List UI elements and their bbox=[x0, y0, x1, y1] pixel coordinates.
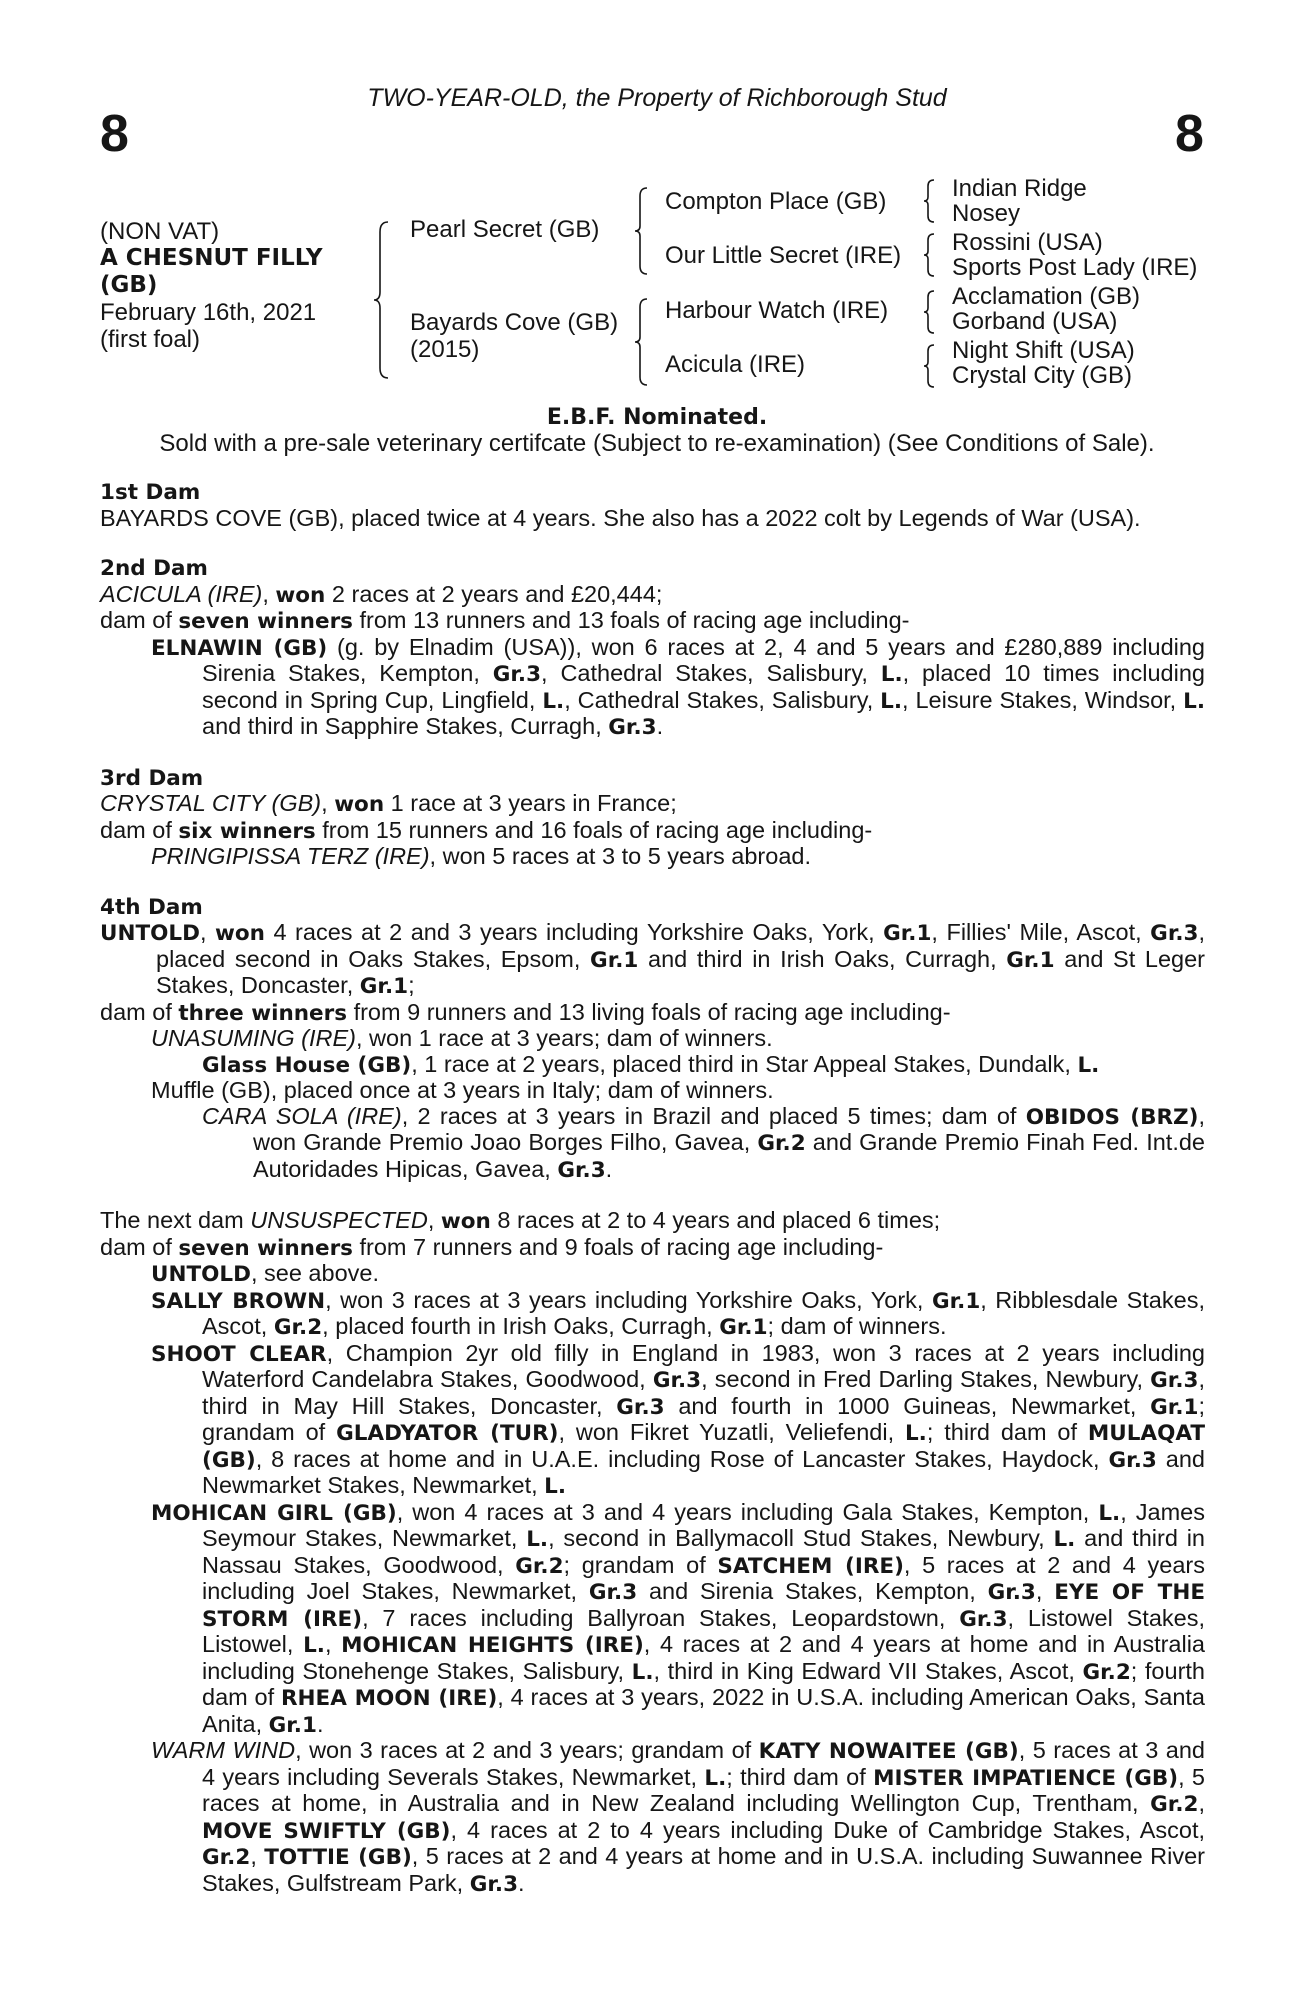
brace-dam bbox=[633, 297, 649, 387]
dam: Bayards Cove (GB) bbox=[410, 309, 619, 336]
next-dam-produce-shoot: SHOOT CLEAR, Champion 2yr old filly in England in 1983, won 3 races at 2 years including Waterford Candelabra Stakes, Goodwood, Gr.3, second in Fred Darling Stakes, Newbury, Gr.3, third in May Hill Stakes, Doncaster, Gr.3 and fourth in 1000 Guineas, Newmarket, Gr.1; grandam of GLADYATOR (TUR), won Fikret Yuzatli, Veliefendi, L.; third dam of MULAQAT (GB), 8 races at home and in U.A.E. including Rose of Lancaster Stakes, Haydock, Gr.3 and Newmarket Stakes, Newmarket, L. bbox=[151, 1339, 1205, 1499]
next-dam-produce-summary: dam of seven winners from 7 runners and 9 foals of racing age including- bbox=[100, 1233, 884, 1261]
dam1-title: 1st Dam bbox=[100, 480, 201, 505]
dam1-section bbox=[100, 480, 1205, 531]
dam2-name: ACICULA (IRE) bbox=[100, 580, 263, 607]
g6: Gorband (USA) bbox=[952, 308, 1118, 335]
g7: Night Shift (USA) bbox=[952, 337, 1135, 364]
foaling-date: February 16th, 2021 bbox=[100, 299, 317, 326]
next-dam-produce-untold: UNTOLD, see above. bbox=[151, 1260, 379, 1287]
dam4-record: UNTOLD, won 4 races at 2 and 3 years including Yorkshire Oaks, York, Gr.1, Fillies' Mile, Ascot, Gr.3, placed second in Oaks Stakes, Epsom, Gr.1 and third in Irish Oaks, Curragh, Gr.1 and St Leger Stakes, Doncaster, Gr.1; bbox=[100, 919, 1206, 999]
next-dam-record: The next dam UNSUSPECTED, won 8 races at 2 to 4 years and placed 6 times; bbox=[100, 1207, 941, 1234]
g3: Rossini (USA) bbox=[952, 229, 1103, 256]
dam2-record: ACICULA (IRE), won 2 races at 2 years and £20,444; bbox=[100, 580, 663, 608]
brace-g2 bbox=[922, 232, 936, 278]
foal-note: (first foal) bbox=[100, 326, 201, 353]
dam4-section bbox=[100, 895, 1205, 1184]
sire-sire: Compton Place (GB) bbox=[665, 188, 887, 215]
brace-sire bbox=[633, 186, 649, 276]
dam3-produce-1: PRINGIPISSA TERZ (IRE), won 5 races at 3 to 5 years abroad. bbox=[151, 843, 811, 869]
next-dam-produce-warm: WARM WIND, won 3 races at 2 and 3 years; grandam of KATY NOWAITEE (GB), 5 races at 3 and 4 years including Severals Stakes, Newmarket, L.; third dam of MISTER IMPATIENCE (GB), 5 races at home, in Australia and in New Zealand including Wellington Cup, Trentham, Gr.2, MOVE SWIFTLY (GB), 4 races at 2 to 4 years including Duke of Cambridge Stakes, Ascot, Gr.2, TOTTIE (GB), 5 races at 2 and 4 years at home and in U.S.A. including Suwannee River Stakes, Gulfstream Park, Gr.3. bbox=[151, 1737, 1205, 1897]
dam3-section bbox=[100, 766, 1205, 870]
subject-name: A CHESNUT FILLY bbox=[100, 245, 323, 271]
dam-sire: Harbour Watch (IRE) bbox=[665, 297, 889, 324]
dam2-title: 2nd Dam bbox=[100, 556, 208, 581]
subject-block bbox=[100, 218, 323, 353]
dam3-record: CRYSTAL CITY (GB), won 1 race at 3 years in France; bbox=[100, 790, 677, 817]
catalogue-body bbox=[100, 480, 1205, 1922]
dam-dam: Acicula (IRE) bbox=[665, 351, 806, 378]
lot-number-right: 8 bbox=[1175, 105, 1204, 163]
sire: Pearl Secret (GB) bbox=[410, 216, 600, 243]
subject-country: (GB) bbox=[100, 272, 158, 298]
g2: Nosey bbox=[952, 200, 1021, 227]
vet-note: Sold with a pre-sale veterinary certifcate (Subject to re-examination) (See Conditions of Sale). bbox=[159, 430, 1155, 457]
dam1-text: BAYARDS COVE (GB), placed twice at 4 years. She also has a 2022 colt by Legends of War (USA). bbox=[100, 504, 1141, 531]
dam4-produce-1: UNASUMING (IRE), won 1 race at 3 years; dam of winners. bbox=[151, 1025, 773, 1051]
next-dam-produce-mohican: MOHICAN GIRL (GB), won 4 races at 3 and 4 years including Gala Stakes, Kempton, L., James Seymour Stakes, Newmarket, L., second in Ballymacoll Stud Stakes, Newbury, L. and third in Nassau Stakes, Goodwood, Gr.2; grandam of SATCHEM (IRE), 5 races at 2 and 4 years including Joel Stakes, Newmarket, Gr.3 and Sirenia Stakes, Kempton, Gr.3, EYE OF THE STORM (IRE), 7 races including Ballyroan Stakes, Leopardstown, Gr.3, Listowel Stakes, Listowel, L., MOHICAN HEIGHTS (IRE), 4 races at 2 and 4 years at home and in Australia including Stonehenge Stakes, Salisbury, L., third in King Edward VII Stakes, Ascot, Gr.2; fourth dam of RHEA MOON (IRE), 4 races at 3 years, 2022 in U.S.A. including American Oaks, Santa Anita, Gr.1. bbox=[151, 1498, 1206, 1738]
g8: Crystal City (GB) bbox=[952, 362, 1132, 389]
next-dam-produce-sally: SALLY BROWN, won 3 races at 3 years including Yorkshire Oaks, York, Gr.1, Ribblesdale Stakes, Ascot, Gr.2, placed fourth in Irish Oaks, Curragh, Gr.1; dam of winners. bbox=[151, 1286, 1205, 1340]
g1: Indian Ridge bbox=[952, 175, 1087, 202]
ebf-note: E.B.F. Nominated. bbox=[546, 405, 768, 430]
dam4-produce-2: Muffle (GB), placed once at 3 years in Italy; dam of winners. bbox=[151, 1077, 774, 1103]
brace-main bbox=[372, 220, 390, 380]
next-dam-section bbox=[100, 1208, 1205, 1897]
lot-number-left: 8 bbox=[100, 105, 129, 163]
g5: Acclamation (GB) bbox=[952, 283, 1141, 310]
brace-g1 bbox=[922, 178, 936, 224]
dam3-produce-summary: dam of six winners from 15 runners and 16 foals of racing age including- bbox=[100, 816, 873, 844]
dam4-title: 4th Dam bbox=[100, 894, 203, 920]
dam2-produce-1: ELNAWIN (GB) (g. by Elnadim (USA)), won 6 races at 2, 4 and 5 years and £280,889 including Sirenia Stakes, Kempton, Gr.3, Cathedral Stakes, Salisbury, L., placed 10 times including second in Spring Cup, Lingfield, L., Cathedral Stakes, Salisbury, L., Leisure Stakes, Windsor, L. and third in Sapphire Stakes, Curragh, Gr.3. bbox=[151, 633, 1205, 740]
dam2-produce-summary: dam of seven winners from 13 runners and 13 foals of racing age including- bbox=[100, 607, 910, 634]
vat-status: (NON VAT) bbox=[100, 218, 220, 245]
dam2-section bbox=[100, 556, 1205, 741]
sire-dam: Our Little Secret (IRE) bbox=[665, 242, 902, 269]
brace-g3 bbox=[922, 289, 936, 335]
dam4-produce-1-1: Glass House (GB), 1 race at 2 years, placed third in Star Appeal Stakes, Dundalk, L. bbox=[202, 1050, 1100, 1078]
dam3-title: 3rd Dam bbox=[100, 765, 204, 791]
dam4-produce-2-1: CARA SOLA (IRE), 2 races at 3 years in Brazil and placed 5 times; dam of OBIDOS (BRZ), won Grande Premio Joao Borges Filho, Gavea, Gr.2 and Grande Premio Finah Fed. Int.de Autoridades Hipicas, Gavea, Gr.3. bbox=[202, 1102, 1205, 1183]
page-header: TWO-YEAR-OLD, the Property of Richborough Stud bbox=[367, 84, 947, 112]
g4: Sports Post Lady (IRE) bbox=[952, 254, 1198, 281]
dam4-produce-summary: dam of three winners from 9 runners and 13 living foals of racing age including- bbox=[100, 998, 951, 1026]
dam-year: (2015) bbox=[410, 336, 480, 363]
brace-g4 bbox=[922, 343, 936, 389]
